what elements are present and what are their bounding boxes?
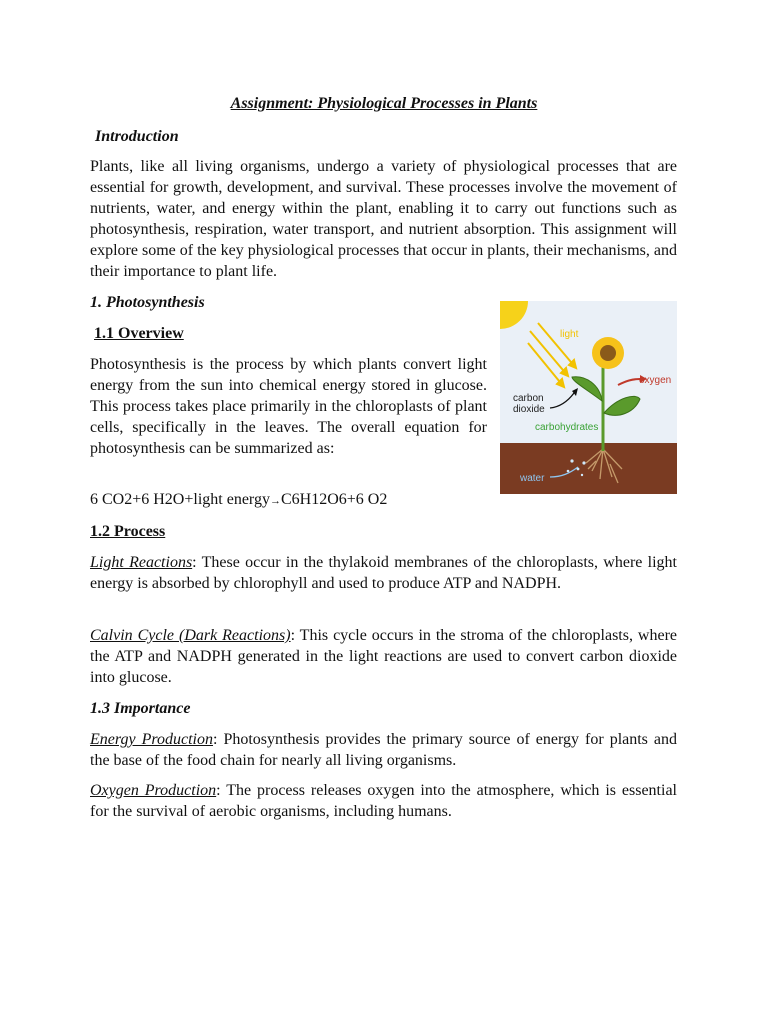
light-reactions-paragraph: Light Reactions: These occur in the thylakoid membranes of the chloroplasts, where light energy is absorbed by chlorophyll and used to produce ATP and NADPH. xyxy=(90,554,677,592)
equation-arrow: → xyxy=(269,495,281,507)
label-water: water xyxy=(520,473,545,484)
subheading-importance: 1.3 Importance xyxy=(90,700,191,717)
label-oxygen: oxygen xyxy=(639,375,672,386)
label-carbon: carbon xyxy=(513,393,544,404)
calvin-cycle-paragraph: Calvin Cycle (Dark Reactions): This cycle occurs in the stroma of the chloroplasts, where the ATP and NADPH generated in the light reactions are used to convert carbon dioxide into glucose. xyxy=(90,627,678,686)
light-reactions-term: Light Reactions xyxy=(90,554,193,571)
label-dioxide: dioxide xyxy=(513,404,545,415)
overview-paragraph: Photosynthesis is the process by which plants convert light energy from the sun into chemical energy stored in glucose. This process takes place primarily in the chloroplasts of plant cells, specifically in the leaves. The overall equation for photosynthesis can be summarized as: xyxy=(90,356,487,457)
photosynthesis-equation: 6 CO2+6 H2O+light energy→C6H12O6+6 O2 xyxy=(90,491,388,508)
section-heading-photosynthesis: 1. Photosynthesis xyxy=(90,294,205,311)
energy-production-term: Energy Production xyxy=(90,731,214,748)
oxygen-production-term: Oxygen Production xyxy=(90,782,217,799)
photosynthesis-diagram-svg xyxy=(500,301,677,494)
subheading-overview: 1.1 Overview xyxy=(94,325,184,342)
sunflower-icon xyxy=(592,337,624,369)
subheading-process: 1.2 Process xyxy=(90,523,166,540)
document-title: Assignment: Physiological Processes in Plants xyxy=(230,95,538,112)
oxygen-production-paragraph: Oxygen Production: The process releases oxygen into the atmosphere, which is essential for the survival of aerobic organisms, including humans. xyxy=(90,782,677,820)
energy-production-paragraph: Energy Production: Photosynthesis provides the primary source of energy for plants and the base of the food chain for nearly all living organisms. xyxy=(90,731,678,769)
intro-paragraph: Plants, like all living organisms, undergo a variety of physiological processes that are essential for growth, development, and survival. These processes involve the movement of nutrients, water, and energy within the plant, enabling it to carry out functions such as photosynthesis, respiration, water transport, and nutrient absorption. This assignment will explore some of the key physiological processes that occur in plants, their mechanisms, and their importance to plant life. xyxy=(90,158,677,280)
calvin-cycle-term: Calvin Cycle (Dark Reactions) xyxy=(90,627,291,644)
label-carbohydrates: carbohydrates xyxy=(535,422,599,433)
photosynthesis-diagram xyxy=(500,301,677,494)
label-light: light xyxy=(560,329,579,340)
intro-heading: Introduction xyxy=(95,128,179,145)
